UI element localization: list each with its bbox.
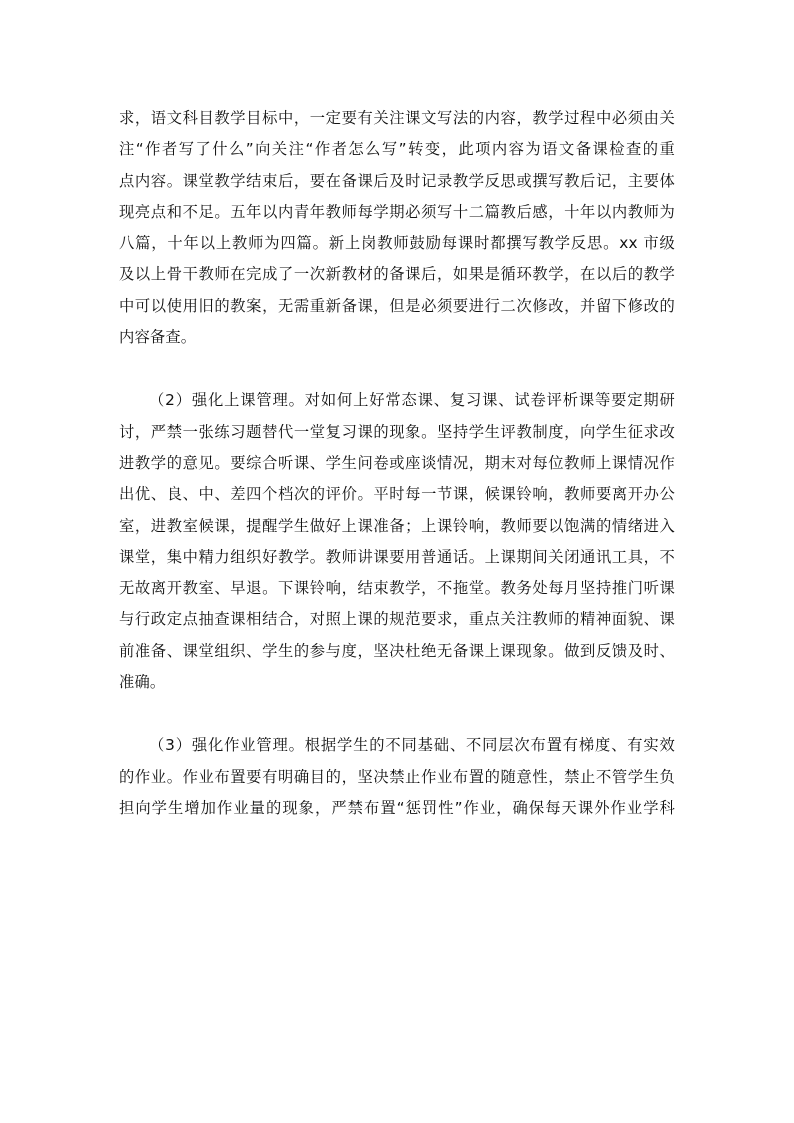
text-line: 中可以使用旧的教案，无需重新备课，但是必须要进行二次修改，并留下修改的 bbox=[119, 296, 675, 315]
text-line: 室，进教室候课，提醒学生做好上课准备；上课铃响，教师要以饱满的情绪进入 bbox=[119, 516, 675, 535]
text-line: 与行政定点抽查课相结合，对照上课的规范要求，重点关注教师的精神面貌、课 bbox=[119, 610, 675, 629]
text-line: 的作业。作业布置要有明确目的，坚决禁止作业布置的随意性，禁止不管学生负 bbox=[119, 767, 675, 786]
text-line: 出优、良、中、差四个档次的评价。平时每一节课，候课铃响，教师要离开办公 bbox=[119, 485, 675, 504]
text-line: 求，语文科目教学目标中，一定要有关注课文写法的内容，教学过程中必须由关 bbox=[119, 109, 675, 127]
paragraph-spacer bbox=[119, 353, 675, 385]
paragraph-homework-management bbox=[119, 730, 675, 824]
text-line: 无故离开教室、早退。下课铃响，结束教学，不拖堂。教务处每月坚持推门听课 bbox=[119, 579, 675, 598]
text-line: 现亮点和不足。五年以内青年教师每学期必须写十二篇教后感，十年以内教师为 bbox=[119, 202, 675, 221]
paragraph-class-management bbox=[119, 385, 675, 698]
text-line: 担向学生增加作业量的现象，严禁布置“惩罚性”作业，确保每天课外作业学科 bbox=[119, 798, 675, 817]
text-line: 八篇，十年以上教师为四篇。新上岗教师鼓励每课时都撰写教学反思。xx 市级 bbox=[119, 234, 675, 253]
text-line: 内容备查。 bbox=[119, 328, 197, 347]
text-line: 及以上骨干教师在完成了一次新教材的备课后，如果是循环教学，在以后的教学 bbox=[119, 265, 675, 284]
text-line: 进教学的意见。要综合听课、学生问卷或座谈情况，期末对每位教师上课情况作 bbox=[119, 453, 675, 472]
text-line: 注“作者写了什么”向关注“作者怎么写”转变，此项内容为语文备课检查的重 bbox=[119, 140, 675, 159]
paragraph-spacer bbox=[119, 698, 675, 730]
text-line: （2）强化上课管理。对如何上好常态课、复习课、试卷评析课等要定期研 bbox=[149, 391, 675, 410]
text-line: 前准备、课堂组织、学生的参与度，坚决杜绝无备课上课现象。做到反馈及时、 bbox=[119, 641, 675, 660]
text-line: 准确。 bbox=[119, 673, 166, 692]
text-line: （3）强化作业管理。根据学生的不同基础、不同层次布置有梯度、有实效 bbox=[149, 736, 675, 755]
document-body bbox=[119, 103, 675, 824]
paragraph-lesson-preparation bbox=[119, 103, 675, 353]
text-line: 点内容。课堂教学结束后，要在备课后及时记录教学反思或撰写教后记，主要体 bbox=[119, 171, 675, 190]
text-line: 讨，严禁一张练习题替代一堂复习课的现象。坚持学生评教制度，向学生征求改 bbox=[119, 422, 675, 441]
text-line: 课堂，集中精力组织好教学。教师讲课要用普通话。上课期间关闭通讯工具，不 bbox=[119, 547, 675, 566]
